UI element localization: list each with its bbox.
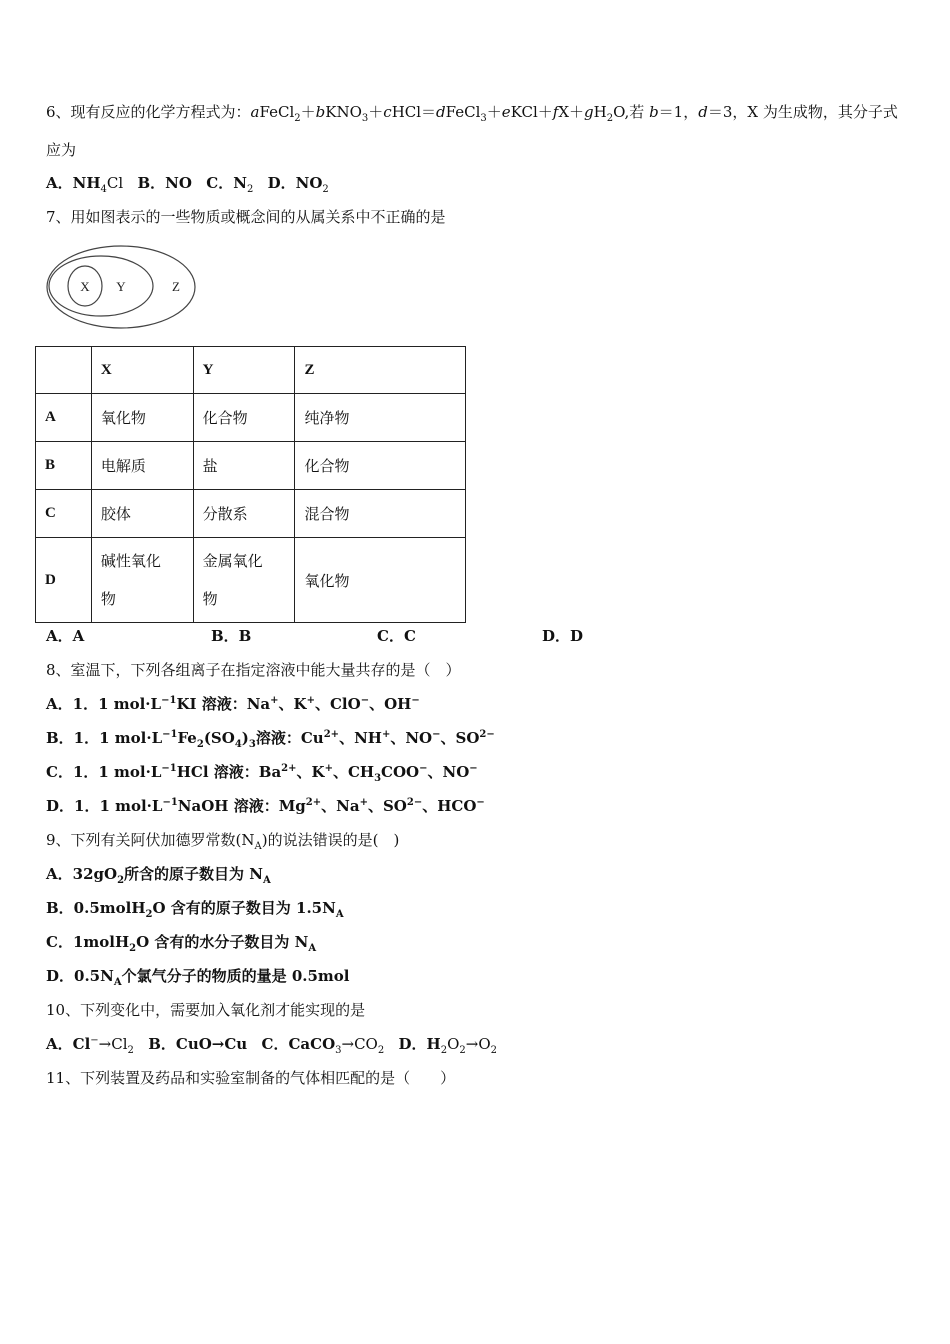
q8-stem: 8、室温下，下列各组离子在指定溶液中能大量共存的是（ ） (46, 661, 461, 679)
ellipse-y (49, 256, 153, 316)
table-cell: 碱性氧化 物 (91, 538, 193, 623)
q9-stem: 9、下列有关阿伏加德罗常数$(N_A)$的说法错误的是( ) (46, 831, 400, 852)
table-cell: 化合物 (193, 394, 295, 442)
table-cell: A (36, 394, 92, 442)
table-cell: 纯净物 (295, 394, 466, 442)
q6-stem-cont: 应为 (46, 141, 77, 159)
option-b: B．B (211, 627, 252, 645)
table-cell: 混合物 (295, 490, 466, 538)
q6-options: A．$NH_4Cl$ B．NO C．$N_2$ D．$NO_2$ (46, 174, 329, 195)
q10-options: A．$Cl^-\to Cl_2$ B．CuO→Cu C．$CaCO_3\to CO_2$ D．$H_2O_2\to O_2$ (46, 1035, 498, 1056)
table-cell: 胶体 (91, 490, 193, 538)
table-cell: 化合物 (295, 442, 466, 490)
table-header-cell: X (91, 347, 193, 394)
q11-stem: 11、下列装置及药品和实验室制备的气体相匹配的是（ ） (46, 1069, 456, 1087)
venn-diagram (46, 244, 206, 332)
option-d: D．D (542, 627, 584, 645)
table-cell: 盐 (193, 442, 295, 490)
q7-stem: 7、用如图表示的一些物质或概念间的从属关系中不正确的是 (46, 208, 446, 226)
q10-stem: 10、下列变化中，需要加入氧化剂才能实现的是 (46, 1001, 366, 1019)
label-z: Z (172, 279, 180, 294)
label-x: X (80, 279, 90, 294)
q7-table (35, 346, 466, 623)
table-cell: C (36, 490, 92, 538)
table-cell: 分散系 (193, 490, 295, 538)
table-header-cell: Y (193, 347, 295, 394)
table-header-row (36, 347, 466, 394)
q9-option-b: B．0.5molH$_2$O 含有的原子数目为 $1.5N_A$ (46, 899, 344, 920)
table-row (36, 442, 466, 490)
table-row (36, 538, 466, 623)
table-row (36, 394, 466, 442)
option-c: C．C (377, 627, 416, 645)
table-cell: B (36, 442, 92, 490)
q9-option-c: C．1molH$_2$O 含有的水分子数目为 $N_A$ (46, 933, 317, 954)
table-header-cell: Z (295, 347, 466, 394)
table-header-cell (36, 347, 92, 394)
q7-options (46, 626, 646, 646)
q8-option-b: B．1．1 $mol\cdot L^{-1}Fe_2(SO_4)_3$溶液：$Cu^{2+}$、NH+、NO−、$SO^{2-}$ (46, 729, 495, 750)
table-cell: D (36, 538, 92, 623)
table-cell: 氧化物 (295, 538, 466, 623)
table-cell: 金属氧化 物 (193, 538, 295, 623)
q8-option-c: C．1．1 $mol\cdot L^{-1}HCl$ 溶液：$Ba^{2+}$、K+、$CH_3COO^-$、NO− (46, 763, 478, 784)
q9-option-d: D．$0.5N_A$个氯气分子的物质的量是 0.5mol (46, 967, 350, 988)
option-a: A．A (46, 627, 85, 645)
table-row (36, 490, 466, 538)
q9-option-a: A．$32gO_2$所含的原子数目为 $N_A$ (46, 865, 271, 886)
q8-option-d: D．1．1 $mol\cdot L^{-1}NaOH$ 溶液：$Mg^{2+}$、Na+、$SO^{2-}$、HCO− (46, 797, 485, 815)
label-y: Y (116, 279, 126, 294)
table-cell: 氧化物 (91, 394, 193, 442)
q6-stem: 6、现有反应的化学方程式为：$aFeCl_2+bKNO_3+cHCl=dFeCl_3+eKCl+fX+gH_2O$,若 b＝1，d＝3，X 为生成物，其分子式 (46, 103, 898, 124)
q8-option-a: A．1．1 $mol\cdot L^{-1}KI$ 溶液：Na+、K+、ClO−、OH− (46, 695, 420, 713)
table-cell: 电解质 (91, 442, 193, 490)
